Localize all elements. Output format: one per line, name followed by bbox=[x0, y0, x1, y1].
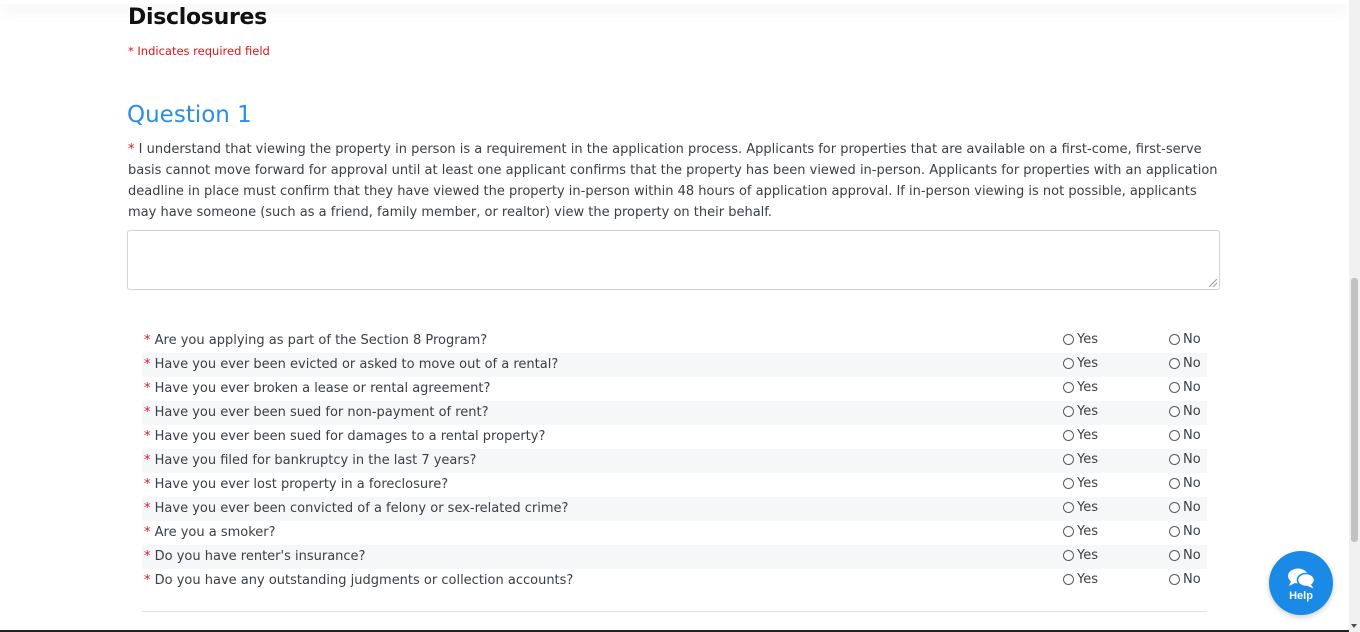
no-label: No bbox=[1183, 524, 1201, 539]
yes-radio-option[interactable] bbox=[1063, 404, 1098, 419]
no-label: No bbox=[1183, 572, 1201, 587]
disclosure-question-label bbox=[144, 405, 489, 420]
disclosure-question-row bbox=[142, 401, 1207, 425]
no-radio-button[interactable] bbox=[1169, 502, 1180, 513]
yes-radio-button[interactable] bbox=[1063, 478, 1074, 489]
disclosure-question-label bbox=[144, 357, 558, 372]
no-radio-option[interactable] bbox=[1169, 524, 1201, 539]
yes-label: Yes bbox=[1077, 332, 1098, 347]
question-text: Are you applying as part of the Section 8 Program? bbox=[154, 333, 488, 348]
required-asterisk: * bbox=[144, 357, 151, 372]
scroll-down-arrow-icon[interactable] bbox=[1351, 624, 1357, 628]
section-title: Disclosures bbox=[128, 5, 267, 30]
question-text: Are you a smoker? bbox=[154, 525, 276, 540]
required-asterisk: * bbox=[144, 333, 151, 348]
no-label: No bbox=[1183, 404, 1201, 419]
no-radio-button[interactable] bbox=[1169, 574, 1180, 585]
disclosure-question-label bbox=[144, 501, 568, 516]
disclosure-question-label bbox=[144, 453, 476, 468]
yes-label: Yes bbox=[1077, 404, 1098, 419]
yes-label: Yes bbox=[1077, 524, 1098, 539]
required-asterisk: * bbox=[144, 573, 151, 588]
no-label: No bbox=[1183, 476, 1201, 491]
required-asterisk: * bbox=[144, 477, 151, 492]
yes-radio-option[interactable] bbox=[1063, 500, 1098, 515]
disclosure-question-row bbox=[142, 545, 1207, 569]
required-asterisk: * bbox=[144, 453, 151, 468]
required-asterisk: * bbox=[128, 142, 135, 157]
no-radio-button[interactable] bbox=[1169, 358, 1180, 369]
question-text: Do you have renter's insurance? bbox=[154, 549, 366, 564]
required-asterisk: * bbox=[144, 501, 151, 516]
disclosure-question-label bbox=[144, 573, 573, 588]
yes-radio-button[interactable] bbox=[1063, 430, 1074, 441]
yes-label: Yes bbox=[1077, 500, 1098, 515]
question-1-body: I understand that viewing the property in person is a requirement in the application process. Applicants for properties that are available on a first-come, first-serve basis cannot move forward for approval until at least one applicant confirms that the property has been viewed in-person. Applicants for properties with an application deadline in place must confirm that they have viewed the property in-person within 48 hours of application approval. If in-person viewing is not possible, applicants may have someone (such as a friend, family member, or realtor) view the property on their behalf. bbox=[128, 142, 1218, 220]
question-text: Have you ever been convicted of a felony or sex-related crime? bbox=[154, 501, 569, 516]
no-radio-button[interactable] bbox=[1169, 550, 1180, 561]
no-radio-option[interactable] bbox=[1169, 404, 1201, 419]
disclosure-question-row bbox=[142, 473, 1207, 497]
disclosure-question-row bbox=[142, 497, 1207, 521]
required-asterisk: * bbox=[144, 405, 151, 420]
required-asterisk: * bbox=[144, 429, 151, 444]
disclosure-question-label bbox=[144, 429, 545, 444]
no-label: No bbox=[1183, 548, 1201, 563]
yes-radio-option[interactable] bbox=[1063, 380, 1098, 395]
no-radio-button[interactable] bbox=[1169, 454, 1180, 465]
question-text: Have you filed for bankruptcy in the last 7 years? bbox=[154, 453, 477, 468]
question-1-answer-textarea[interactable] bbox=[127, 230, 1220, 290]
question-text: Have you ever been sued for non-payment of rent? bbox=[154, 405, 489, 420]
section-divider bbox=[142, 611, 1207, 612]
question-text: Have you ever been sued for damages to a rental property? bbox=[154, 429, 546, 444]
yes-label: Yes bbox=[1077, 380, 1098, 395]
disclosure-question-label bbox=[144, 525, 276, 540]
no-radio-button[interactable] bbox=[1169, 430, 1180, 441]
no-radio-button[interactable] bbox=[1169, 406, 1180, 417]
question-1-text bbox=[128, 139, 1218, 223]
no-radio-option[interactable] bbox=[1169, 428, 1201, 443]
required-asterisk: * bbox=[144, 381, 151, 396]
yes-radio-option[interactable] bbox=[1063, 524, 1098, 539]
yes-label: Yes bbox=[1077, 476, 1098, 491]
disclosure-questions-list bbox=[142, 329, 1207, 593]
disclosure-question-row bbox=[142, 377, 1207, 401]
yes-radio-button[interactable] bbox=[1063, 454, 1074, 465]
yes-radio-button[interactable] bbox=[1063, 574, 1074, 585]
no-radio-button[interactable] bbox=[1169, 526, 1180, 537]
no-radio-option[interactable] bbox=[1169, 476, 1201, 491]
yes-radio-option[interactable] bbox=[1063, 572, 1098, 587]
no-label: No bbox=[1183, 500, 1201, 515]
no-label: No bbox=[1183, 452, 1201, 467]
required-field-note: * Indicates required field bbox=[128, 44, 270, 58]
disclosure-question-row bbox=[142, 521, 1207, 545]
question-1-title: Question 1 bbox=[127, 102, 252, 128]
disclosure-question-row bbox=[142, 449, 1207, 473]
disclosure-question-row bbox=[142, 329, 1207, 353]
no-label: No bbox=[1183, 380, 1201, 395]
disclosure-question-row bbox=[142, 569, 1207, 593]
yes-radio-option[interactable] bbox=[1063, 428, 1098, 443]
yes-radio-button[interactable] bbox=[1063, 358, 1074, 369]
required-asterisk: * bbox=[144, 525, 151, 540]
yes-label: Yes bbox=[1077, 428, 1098, 443]
disclosure-question-label bbox=[144, 477, 448, 492]
no-radio-button[interactable] bbox=[1169, 334, 1180, 345]
yes-radio-option[interactable] bbox=[1063, 452, 1098, 467]
yes-radio-button[interactable] bbox=[1063, 526, 1074, 537]
yes-label: Yes bbox=[1077, 572, 1098, 587]
no-radio-option[interactable] bbox=[1169, 380, 1201, 395]
question-text: Do you have any outstanding judgments or collection accounts? bbox=[154, 573, 574, 588]
vertical-scrollbar[interactable] bbox=[1349, 0, 1360, 632]
no-radio-option[interactable] bbox=[1169, 500, 1201, 515]
yes-radio-button[interactable] bbox=[1063, 382, 1074, 393]
disclosure-question-row bbox=[142, 353, 1207, 377]
yes-label: Yes bbox=[1077, 452, 1098, 467]
no-radio-button[interactable] bbox=[1169, 382, 1180, 393]
no-label: No bbox=[1183, 356, 1201, 371]
header-shadow bbox=[0, 0, 1349, 4]
disclosure-question-label bbox=[144, 333, 487, 348]
yes-radio-option[interactable] bbox=[1063, 356, 1098, 371]
chat-bubbles-icon bbox=[1286, 567, 1316, 589]
no-label: No bbox=[1183, 332, 1201, 347]
question-text: Have you ever lost property in a foreclosure? bbox=[154, 477, 449, 492]
yes-radio-button[interactable] bbox=[1063, 502, 1074, 513]
yes-label: Yes bbox=[1077, 356, 1098, 371]
disclosure-question-label bbox=[144, 381, 490, 396]
textarea-resize-handle[interactable] bbox=[1209, 279, 1217, 287]
yes-radio-option[interactable] bbox=[1063, 548, 1098, 563]
no-label: No bbox=[1183, 428, 1201, 443]
help-label: Help bbox=[1289, 589, 1313, 602]
no-radio-option[interactable] bbox=[1169, 572, 1201, 587]
help-button[interactable] bbox=[1269, 551, 1333, 615]
yes-radio-button[interactable] bbox=[1063, 334, 1074, 345]
no-radio-option[interactable] bbox=[1169, 356, 1201, 371]
scrollbar-thumb[interactable] bbox=[1351, 278, 1358, 542]
yes-radio-button[interactable] bbox=[1063, 550, 1074, 561]
yes-label: Yes bbox=[1077, 548, 1098, 563]
yes-radio-option[interactable] bbox=[1063, 476, 1098, 491]
required-asterisk: * bbox=[144, 549, 151, 564]
disclosure-question-row bbox=[142, 425, 1207, 449]
no-radio-option[interactable] bbox=[1169, 452, 1201, 467]
no-radio-option[interactable] bbox=[1169, 548, 1201, 563]
yes-radio-option[interactable] bbox=[1063, 332, 1098, 347]
disclosure-question-label bbox=[144, 549, 365, 564]
no-radio-option[interactable] bbox=[1169, 332, 1201, 347]
yes-radio-button[interactable] bbox=[1063, 406, 1074, 417]
question-text: Have you ever broken a lease or rental agreement? bbox=[154, 381, 491, 396]
no-radio-button[interactable] bbox=[1169, 478, 1180, 489]
question-text: Have you ever been evicted or asked to move out of a rental? bbox=[154, 357, 559, 372]
